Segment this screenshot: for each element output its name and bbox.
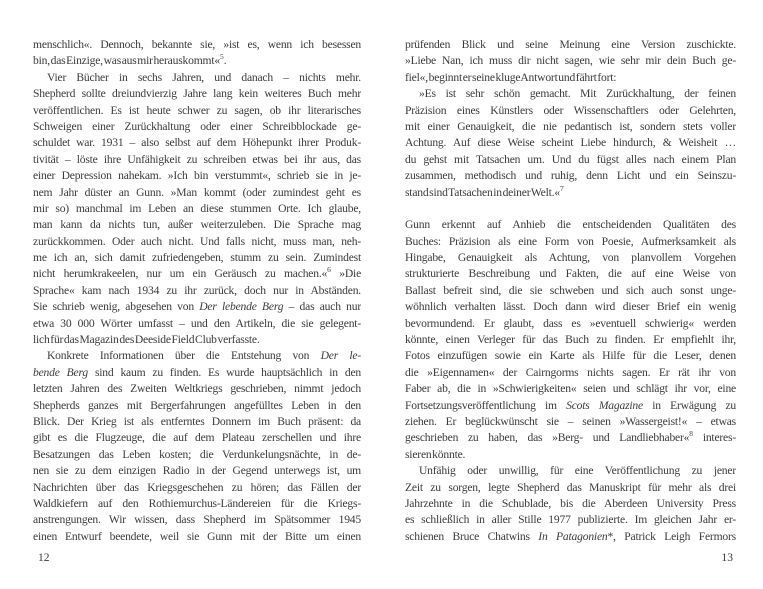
text-line: man kann da nichts tun, außer weiterzuleben. Die Sprache mag	[33, 218, 361, 232]
text-line: letzten Jahren des Zweiten Weltkriegs geschrieben, nimmt jedoch	[33, 382, 361, 396]
text-line: Waldkiefern auf den Rothiemurchus-Ländereien für die Kriegs-	[33, 496, 361, 510]
text-line: wöhnlich verhalten lässt. Doch dann wird dieser Brief ein wenig	[405, 300, 736, 314]
text-line: es schließlich in aller Stille 1977 publizierte. Im gleichen Jahr er-	[405, 513, 736, 527]
text-line: Jahrzehnte in die Schublade, bis die Aberdeen University Press	[405, 496, 736, 510]
text-line: »Es ist sehr schön gemacht. Mit Zurückhaltung, der feinen	[419, 87, 736, 101]
paragraph	[405, 37, 736, 86]
text-line: lich für das Magazin des Deeside Field Club verfasste.	[33, 333, 260, 347]
text-line: mit einer Genauigkeit, die nie pedantisch ist, sondern stets voller	[405, 119, 736, 133]
text-line: Faber ab, die in »Schwierigkeiten« seien und schlägt ihr vor, eine	[405, 382, 736, 396]
paragraph	[405, 463, 736, 545]
page-left	[33, 37, 361, 545]
text-line: einer Depression nahekam. »Ich bin verstummt«, schrieb sie in je-	[33, 169, 361, 183]
text-line: könnte, einen Verleger für das Buch zu finden. Er empfiehlt ihr,	[405, 333, 736, 347]
paragraph	[33, 37, 361, 70]
text-line: Besatzungen das Leben kosten; die Verdunkelungsnächte, in de-	[33, 447, 361, 461]
text-line: Präzision eines Künstlers oder Wissenschaftlers oder Gelehrten,	[405, 103, 736, 117]
text-line: tivität – löste ihre Unfähigkeit zu schreiben etwas bei ihr aus, das	[33, 152, 361, 166]
text-line: menschlich«. Dennoch, bekannte sie, »ist es, wenn ich besessen	[33, 38, 361, 51]
text-line: die »Eigennamen« der Cairngorms nichts sagen. Er rät ihr von	[405, 365, 736, 379]
text-line: nem Jahr düster an Gunn. »Man kommt (oder zumindest geht es	[33, 185, 361, 199]
text-line: geschrieben zu haben, das »Berg- und Landliebhaber«$^8$ interes-	[405, 430, 736, 445]
paragraph	[33, 70, 361, 349]
text-line: veröffentlichen. Es ist heute schwer zu sagen, ob ihr literarisches	[33, 103, 361, 117]
text-line: me ich an, sich damit zufriedengeben, stumm zu sein. Zumindest	[33, 251, 361, 265]
text-line: strukturierte Beschreibung und Fakten, die auf eine Weise von	[405, 267, 736, 281]
page-right	[405, 37, 736, 545]
text-line: Gunn erkennt auf Anhieb die entscheidenden Qualitäten des	[405, 218, 736, 232]
text-line: Shepherds ganzes mit Bergerfahrungen angefülltes Leben in den	[33, 398, 361, 412]
text-line: ziehen. Er beglückwünscht sie – seinen »Wassergeist!« – etwas	[405, 414, 736, 428]
text-line: Fotos einzufügen sowie ein Karte als Hilfe für die Leser, denen	[405, 349, 736, 363]
text-line: Ballast befreit sind, die sie schweben und sich auch sonst unge-	[405, 283, 736, 297]
text-line: Vier Bücher in sechs Jahren, und danach – nichts mehr.	[47, 70, 361, 84]
text-line: einen Entwurf beendete, weil sie Gunn mit der Bitte um einen	[33, 529, 361, 543]
text-line: Achtung. Auf diese Weise scheint Liebe hindurch, & Weisheit …	[405, 136, 736, 150]
text-line: gibt es die Flugzeuge, die auf dem Plateau zerschellen und ihre	[33, 431, 361, 445]
text-line: prüfenden Blick und seine Meinung eine Version zuschickte.	[405, 38, 736, 51]
text-line: Buches: Präzision als eine Form von Poesie, Aufmerksamkeit als	[405, 234, 736, 248]
page-number-right: 13	[721, 551, 733, 564]
text-line: fiel«, beginnt er seine kluge Antwort und fährt fort:	[405, 70, 617, 84]
paragraph	[405, 86, 736, 201]
text-line: bin, das Einzige, was aus mir herauskommt«$^5$.	[33, 53, 227, 68]
text-line: nen sie zu dem einzigen Radio in der Gegend unterwegs ist, um	[33, 464, 361, 478]
paragraph	[33, 348, 361, 545]
text-line: nicht herumkrakeelen, nur um ein Geräusch zu machen.«$^6$ »Die	[33, 266, 361, 281]
text-line: »Liebe Nan, ich muss dir nicht sagen, wie sehr mir dein Buch ge-	[405, 54, 736, 68]
text-line: zusammen, methodisch und ruhig, denn Licht und ein Seinszu-	[405, 169, 736, 183]
page-number-left: 12	[38, 551, 50, 564]
text-line: zurückkommen. Oder auch nicht. Und falls nicht, muss man, neh-	[33, 234, 361, 248]
text-line: schienen Bruce Chatwins In Patagonien*, Patrick Leigh Fermors	[405, 529, 736, 543]
text-line: schuldet war. 1931 – also selbst auf dem Höhepunkt ihrer Produk-	[33, 136, 361, 150]
text-line: bende Berg sind kaum zu finden. Es wurde hauptsächlich in den	[33, 365, 361, 379]
text-line: bevormundend. Er glaubt, dass es »eventuell schwierig« werden	[405, 316, 736, 330]
text-line: Schweigen einer Zurückhaltung oder einer Schreibblockade ge-	[33, 119, 361, 133]
text-line: sieren könnte.	[405, 447, 466, 461]
text-line: mir so) manchmal im Leben an diese stummen Orte. Ich glaube,	[33, 201, 361, 215]
text-line: Zeit zu sorgen, legte Shepherd das Manuskript für mehr als drei	[405, 480, 736, 494]
text-line: Sprache« kam nach 1934 zu ihr zurück, doch nur in Abständen.	[33, 283, 361, 297]
text-line: etwa 30 000 Wörter umfasst – und den Artikeln, die sie gelegent-	[33, 316, 361, 330]
text-line: anstrengungen. Wir wissen, dass Shepherd im Spätsommer 1945	[33, 513, 361, 527]
text-line: Nachrichten über das Kriegsgeschehen zu hören; das Fällen der	[33, 480, 361, 494]
text-line: du gehst mit Tatsachen um. Und du fügst alles nach einem Plan	[405, 152, 736, 166]
text-line: Unfähig oder unwillig, für eine Veröffentlichung zu jener	[419, 464, 736, 478]
text-line: Hingabe, Genauigkeit als Achtung, von planvollem Vorgehen	[405, 251, 736, 265]
text-line: Blick. Der Krieg ist als entferntes Donnern im Buch präsent: da	[33, 414, 361, 428]
text-line: Fortsetzungsveröffentlichung im Scots Magazine in Erwägung zu	[405, 398, 736, 412]
paragraph	[405, 217, 736, 463]
text-line: stand sind Tatsachen in deiner Welt.«$^7$	[405, 184, 564, 199]
text-line: Shepherd sollte dreiundvierzig Jahre lang kein weiteres Buch mehr	[33, 87, 361, 101]
text-line: Konkrete Informationen über die Entstehung von Der le-	[47, 349, 361, 363]
text-line: Sie schrieb wenig, abgesehen von Der lebende Berg – das auch nur	[33, 300, 361, 314]
